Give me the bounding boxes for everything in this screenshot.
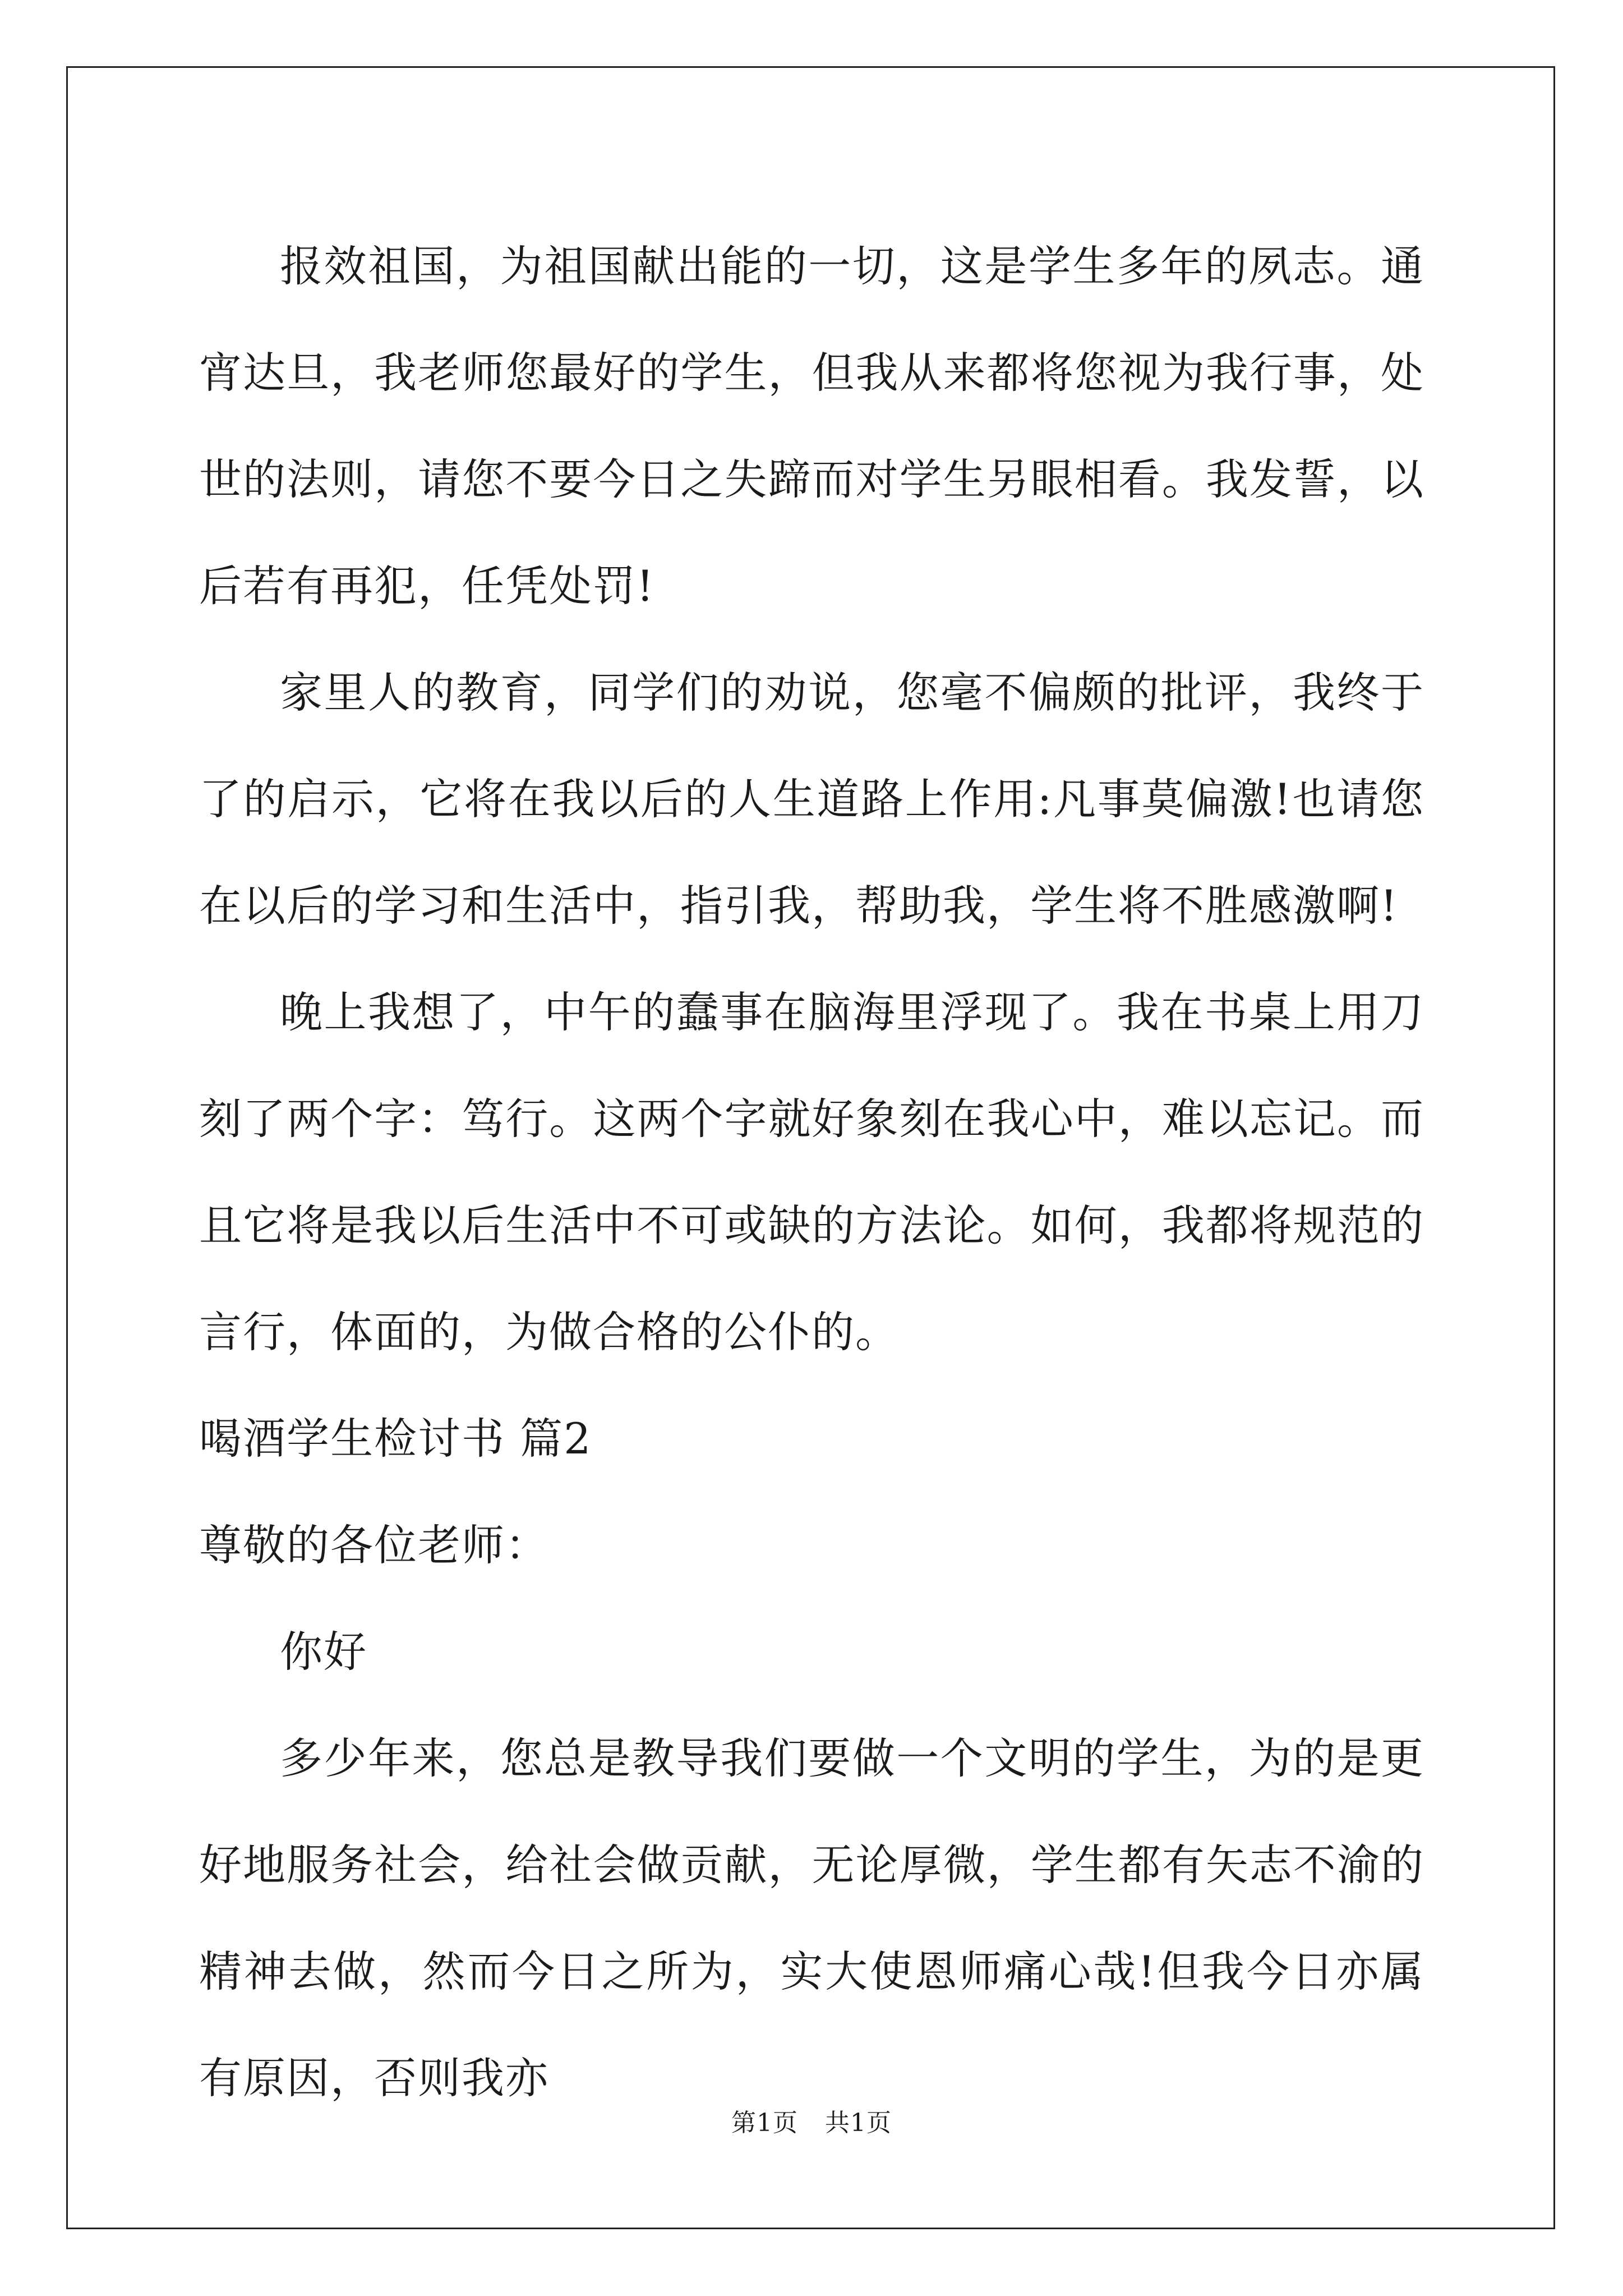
- paragraph-4: 多少年来，您总是教导我们要做一个文明的学生，为的是更好地服务社会，给社会做贡献，无论厚微，学生都有矢志不渝的精神去做，然而今日之所为，实大使恩师痛心哉!但我今日亦属有原因，否则我亦: [199, 1733, 1424, 2103]
- page-number: 第1页: [731, 2109, 798, 2137]
- greeting: 你好: [280, 1627, 367, 1677]
- salutation: 尊敬的各位老师：: [199, 1520, 549, 1570]
- paragraph-2: 家里人的教育，同学们的劝说，您毫不偏颇的批评，我终于了的启示，它将在我以后的人生道路上作用:凡事莫偏激!也请您在以后的学习和生活中，指引我，帮助我，学生将不胜感激啊!: [199, 668, 1424, 931]
- paragraph-1: 报效祖国，为祖国献出能的一切，这是学生多年的夙志。通宵达旦，我老师您最好的学生，但我从来都将您视为我行事，处世的法则，请您不要今日之失蹄而对学生另眼相看。我发誓，以后若有再犯，任凭处罚!: [199, 241, 1424, 611]
- paragraph-3: 晚上我想了，中午的蠢事在脑海里浮现了。我在书桌上用刀刻了两个字：笃行。这两个字就好象刻在我心中，难以忘记。而且它将是我以后生活中不可或缺的方法论。如何，我都将规范的言行，体面的，为做合格的公仆的。: [199, 987, 1424, 1357]
- page-footer: [0, 2106, 1623, 2140]
- page-total: 共1页: [825, 2109, 892, 2137]
- document-body: [199, 213, 1424, 2132]
- section-title: 喝酒学生检讨书 篇2: [199, 1414, 592, 1464]
